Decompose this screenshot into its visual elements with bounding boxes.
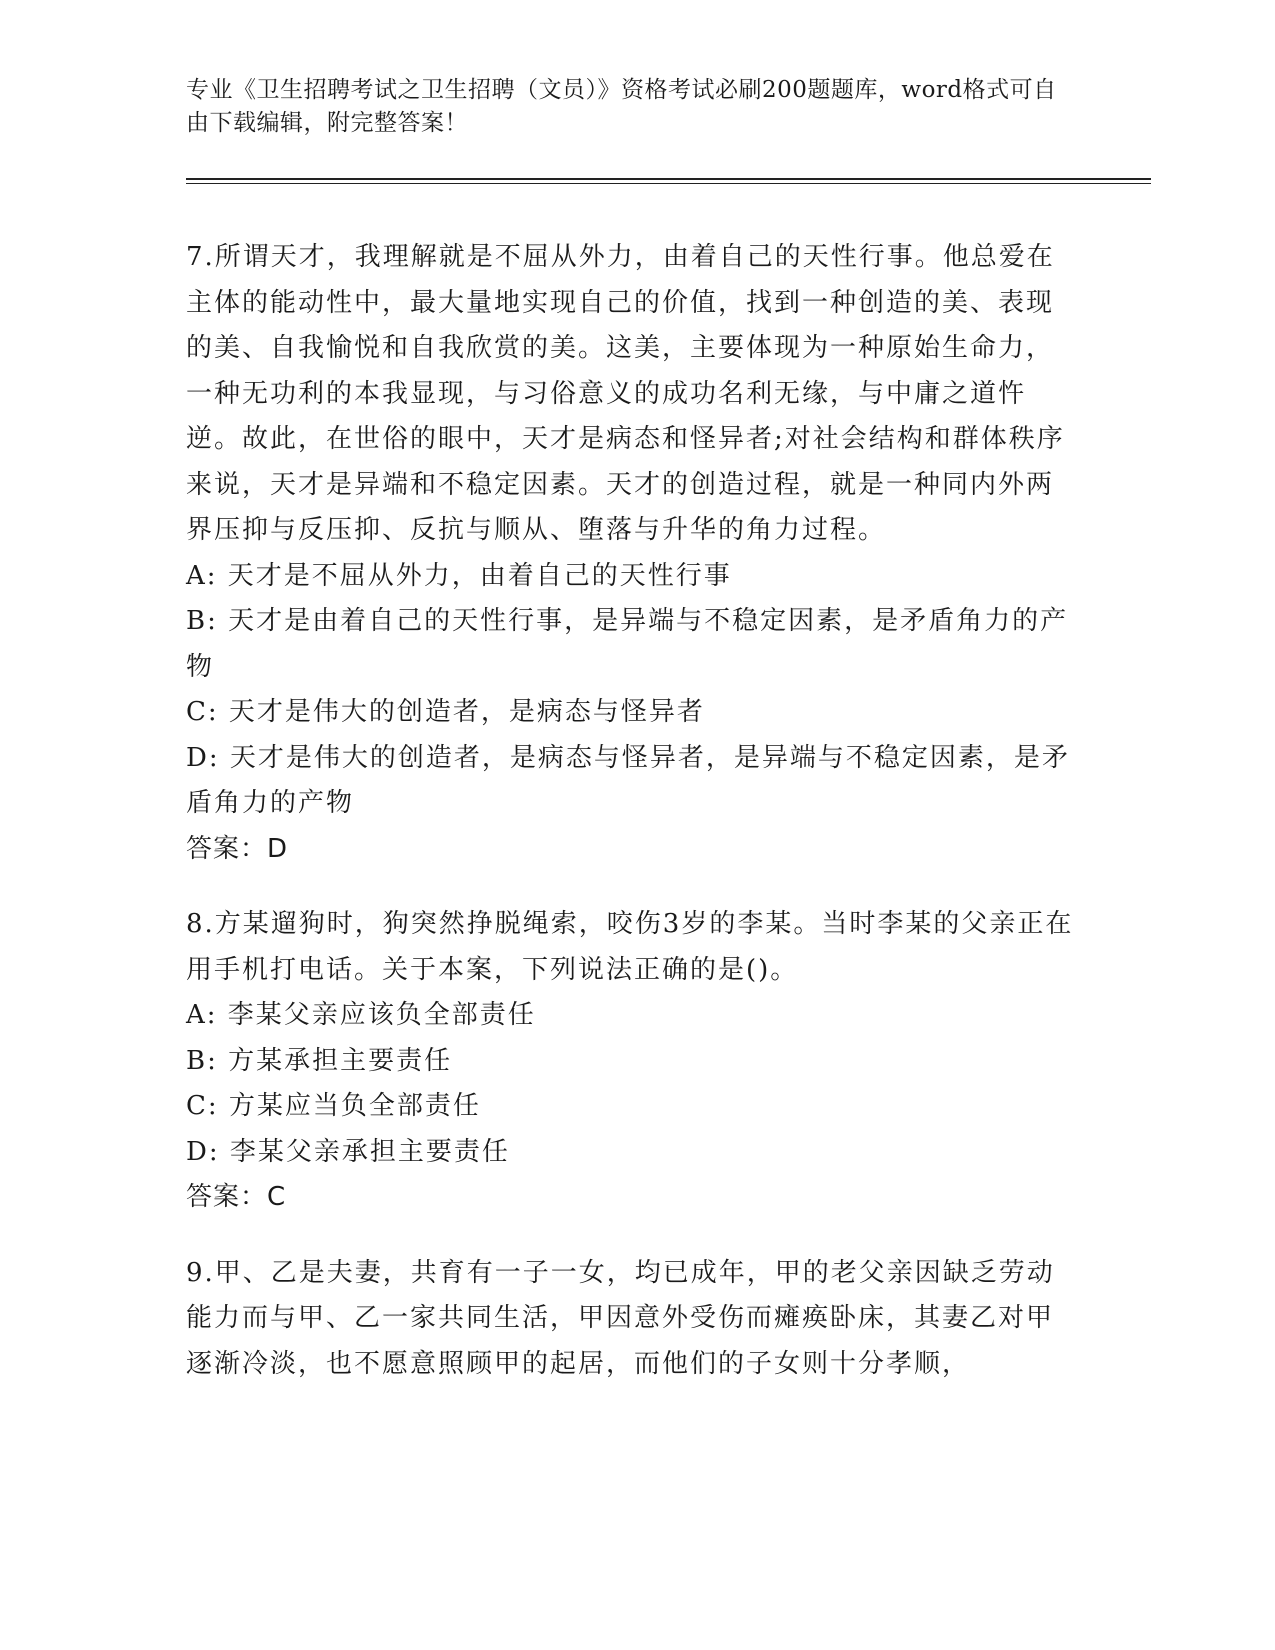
question-stem: 9.甲、乙是夫妻，共育有一子一女，均已成年，甲的老父亲因缺乏劳动能力而与甲、乙一家共同生活，甲因意外受伤而瘫痪卧床，其妻乙对甲逐渐冷淡，也不愿意照顾甲的起居，而他们的子女则十分孝顺， — [186, 1257, 1055, 1379]
option-c: C: 方某应当负全部责任 — [186, 1091, 481, 1121]
question-8 — [186, 902, 1076, 1221]
option-d: D: 天才是伟大的创造者，是病态与怪异者，是异端与不稳定因素，是矛盾角力的产物 — [186, 742, 1070, 818]
question-stem: 7.所谓天才，我理解就是不屈从外力，由着自己的天性行事。他总爱在主体的能动性中，最大量地实现自己的价值，找到一种创造的美、表现的美、自我愉悦和自我欣赏的美。这美，主要体现为一种原始生命力，一种无功利的本我显现，与习俗意义的成功名利无缘，与中庸之道忤逆。故此，在世俗的眼中，天才是病态和怪异者;对社会结构和群体秩序来说，天才是异端和不稳定因素。天才的创造过程，就是一种同内外两界压抑与反压抑、反抗与顺从、堕落与升华的角力过程。 — [186, 242, 1065, 545]
answer: 答案：D — [186, 833, 289, 864]
document-header: 专业《卫生招聘考试之卫生招聘（文员）》资格考试必刷200题题库，word格式可自由下载编辑，附完整答案！ — [186, 77, 1057, 136]
question-7 — [186, 235, 1076, 872]
header-rule-thin — [186, 183, 1151, 184]
option-c: C: 天才是伟大的创造者，是病态与怪异者 — [186, 697, 705, 727]
question-list — [186, 235, 1076, 1417]
option-d: D: 李某父亲承担主要责任 — [186, 1136, 510, 1167]
option-b: B: 天才是由着自己的天性行事，是异端与不稳定因素，是矛盾角力的产物 — [186, 606, 1069, 682]
answer: 答案：C — [186, 1182, 287, 1212]
question-9 — [186, 1251, 1076, 1388]
option-b: B: 方某承担主要责任 — [186, 1045, 453, 1076]
option-a: A: 天才是不屈从外力，由着自己的天性行事 — [186, 560, 732, 591]
question-stem: 8.方某遛狗时，狗突然挣脱绳索，咬伤3岁的李某。当时李某的父亲正在用手机打电话。关于本案，下列说法正确的是()。 — [186, 909, 1074, 985]
option-a: A: 李某父亲应该负全部责任 — [186, 1000, 536, 1030]
header-rule-thick — [186, 178, 1151, 180]
